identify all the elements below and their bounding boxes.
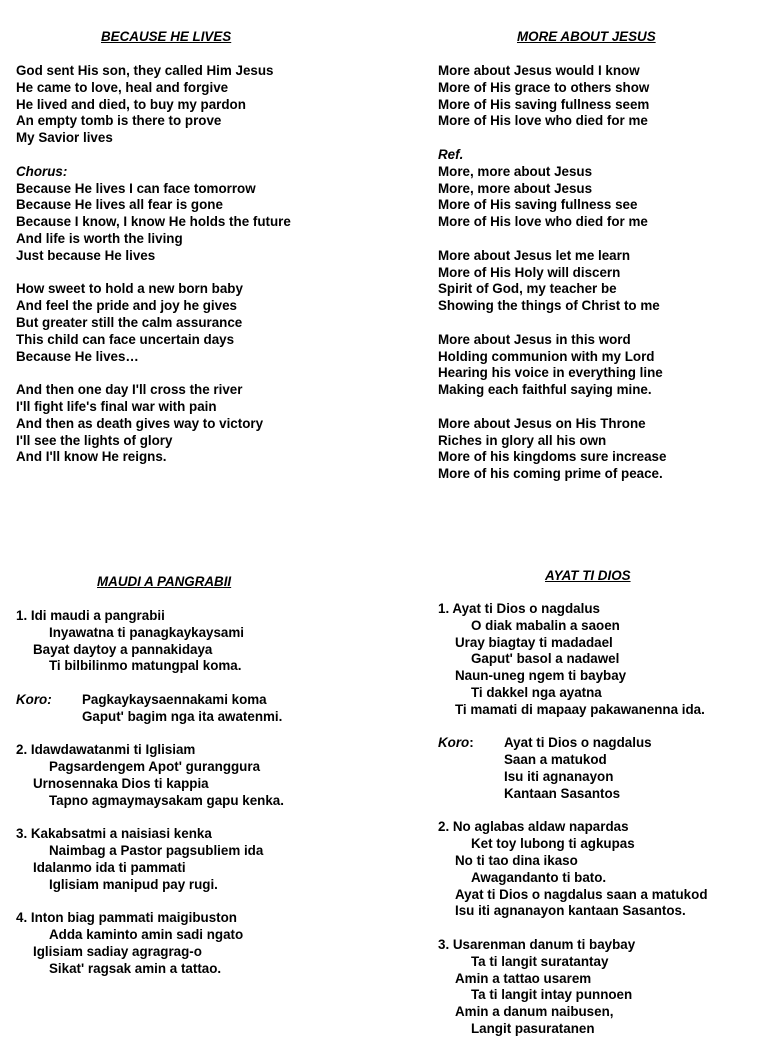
- lyric-line: Ayat ti Dios o nagdalus: [504, 735, 652, 751]
- lyric-line: And feel the pride and joy he gives: [16, 298, 237, 314]
- lyric-line: More of His saving fullness seem: [438, 96, 650, 112]
- lyric-line: Urnosennaka Dios ti kappia: [33, 775, 209, 791]
- lyric-line: Riches in glory all his own: [438, 432, 607, 448]
- song-body-maudi-a-pangrabii: [16, 608, 284, 978]
- koro-row: [16, 692, 284, 709]
- lyric-line: Amin a tattao usarem: [455, 970, 592, 986]
- koro-row: [438, 735, 708, 752]
- song-title-maudi-a-pangrabii: MAUDI A PANGRABII: [97, 574, 232, 589]
- lyric-line: More of His Holy will discern: [438, 264, 621, 280]
- lyric-line: Kantaan Sasantos: [504, 785, 621, 801]
- lyric-line: More of His love who died for me: [438, 113, 648, 129]
- lyric-line: Ayat ti Dios o nagdalus saan a matukod: [455, 886, 708, 902]
- lyric-line: Ta ti langit suratantay: [471, 953, 609, 969]
- lyric-line: 4. Inton biag pammati maigibuston: [16, 910, 237, 926]
- koro-label: Koro:: [438, 735, 474, 751]
- lyric-line: And I'll know He reigns.: [16, 449, 167, 465]
- lyric-line: More, more about Jesus: [438, 163, 593, 179]
- lyric-line: An empty tomb is there to prove: [16, 113, 222, 129]
- lyric-line: Inyawatna ti panagkaykaysami: [49, 624, 245, 640]
- lyric-line: How sweet to hold a new born baby: [16, 281, 243, 297]
- lyric-line: More of His love who died for me: [438, 214, 648, 230]
- lyric-line: 2. No aglabas aldaw napardas: [438, 819, 629, 835]
- lyric-line: 2. Idawdawatanmi ti Iglisiam: [16, 742, 196, 758]
- lyric-line: Making each faithful saying mine.: [438, 382, 652, 398]
- lyric-line: Pagsardengem Apot' guranggura: [49, 759, 261, 775]
- lyric-line: O diak mabalin a saoen: [471, 617, 620, 633]
- lyric-line: Showing the things of Christ to me: [438, 298, 660, 314]
- lyric-line: Because I know, I know He holds the future: [16, 214, 291, 230]
- lyric-line: Isu iti agnanayon kantaan Sasantos.: [455, 903, 686, 919]
- lyric-line: Spirit of God, my teacher be: [438, 281, 617, 297]
- lyric-line: I'll see the lights of glory: [16, 432, 173, 448]
- lyric-line: Ket toy lubong ti agkupas: [471, 836, 635, 852]
- song-body-more-about-jesus: [438, 63, 666, 483]
- lyric-line: This child can face uncertain days: [16, 331, 235, 347]
- lyric-line: Uray biagtay ti madadael: [455, 634, 613, 650]
- lyric-line: Gaput' basol a nadawel: [471, 651, 620, 667]
- lyric-line: Awagandanto ti bato.: [471, 869, 607, 885]
- lyric-line: And then one day I'll cross the river: [16, 382, 243, 398]
- lyric-line: And life is worth the living: [16, 230, 183, 246]
- lyric-line: More about Jesus let me learn: [438, 247, 630, 263]
- lyric-line: More of his kingdoms sure increase: [438, 449, 667, 465]
- lyric-line: Naimbag a Pastor pagsubliem ida: [49, 843, 264, 859]
- song-title-ayat-ti-dios: AYAT TI DIOS: [545, 568, 631, 583]
- lyric-line: Saan a matukod: [504, 752, 607, 768]
- lyric-line: Because He lives…: [16, 348, 139, 364]
- lyric-line: 3. Usarenman danum ti baybay: [438, 936, 636, 952]
- lyric-line: Tapno agmaymaysakam gapu kenka.: [49, 792, 284, 808]
- lyric-line: 1. Ayat ti Dios o nagdalus: [438, 601, 600, 616]
- song-body-because-he-lives: [16, 63, 291, 466]
- lyric-line: Iglisiam manipud pay rugi.: [49, 876, 218, 892]
- lyric-line: More of His saving fullness see: [438, 197, 638, 213]
- lyric-line: More, more about Jesus: [438, 180, 593, 196]
- lyric-line: Hearing his voice in everything line: [438, 365, 663, 381]
- lyric-line: I'll fight life's final war with pain: [16, 398, 217, 414]
- lyric-line: Amin a danum naibusen,: [455, 1004, 614, 1020]
- lyric-line: Ti mamati di mapaay pakawanenna ida.: [455, 701, 705, 717]
- koro-label: Koro:: [16, 691, 52, 707]
- lyric-line: Isu iti agnanayon: [504, 768, 614, 784]
- chorus-label: Chorus:: [16, 163, 68, 179]
- lyric-line: Because He lives all fear is gone: [16, 197, 223, 213]
- lyric-line: Ta ti langit intay punnoen: [471, 987, 633, 1003]
- koro-row: [438, 786, 708, 803]
- lyric-line: More about Jesus would I know: [438, 63, 640, 78]
- lyric-line: Holding communion with my Lord: [438, 348, 655, 364]
- lyric-line: And then as death gives way to victory: [16, 415, 264, 431]
- lyric-line: Bayat daytoy a pannakidaya: [33, 641, 213, 657]
- lyric-line: But greater still the calm assurance: [16, 314, 243, 330]
- lyric-line: 1. Idi maudi a pangrabii: [16, 608, 165, 623]
- lyric-line: Pagkaykaysaennakami koma: [82, 691, 267, 707]
- koro-row: [16, 709, 284, 726]
- lyric-line: Ti dakkel nga ayatna: [471, 684, 602, 700]
- koro-row: [438, 769, 708, 786]
- lyric-line: More about Jesus in this word: [438, 331, 631, 347]
- lyric-line: Sikat' ragsak amin a tattao.: [49, 960, 222, 976]
- lyric-line: More of his coming prime of peace.: [438, 466, 663, 482]
- song-title-more-about-jesus: MORE ABOUT JESUS: [517, 29, 656, 44]
- refrain-label: Ref.: [438, 146, 464, 162]
- lyric-line: Langit pasuratanen: [471, 1020, 595, 1036]
- lyric-line: No ti tao dina ikaso: [455, 852, 578, 868]
- lyric-line: Adda kaminto amin sadi ngato: [49, 927, 244, 943]
- song-body-ayat-ti-dios: [438, 601, 708, 1038]
- lyric-line: Iglisiam sadiay agragrag-o: [33, 943, 202, 959]
- lyric-line: He lived and died, to buy my pardon: [16, 96, 246, 112]
- lyric-line: More about Jesus on His Throne: [438, 415, 646, 431]
- lyric-line: Idalanmo ida ti pammati: [33, 859, 186, 875]
- song-title-because-he-lives: BECAUSE HE LIVES: [101, 29, 232, 44]
- lyric-line: My Savior lives: [16, 130, 113, 146]
- lyric-line: Just because He lives: [16, 247, 156, 263]
- lyric-line: God sent His son, they called Him Jesus: [16, 63, 274, 78]
- lyric-line: He came to love, heal and forgive: [16, 79, 229, 95]
- lyric-line: More of His grace to others show: [438, 79, 650, 95]
- lyric-line: Naun-uneg ngem ti baybay: [455, 668, 627, 684]
- lyric-line: Because He lives I can face tomorrow: [16, 180, 256, 196]
- lyric-line: Gaput' bagim nga ita awatenmi.: [82, 708, 283, 724]
- koro-row: [438, 752, 708, 769]
- lyric-line: 3. Kakabsatmi a naisiasi kenka: [16, 826, 212, 842]
- lyric-line: Ti bilbilinmo matungpal koma.: [49, 658, 242, 674]
